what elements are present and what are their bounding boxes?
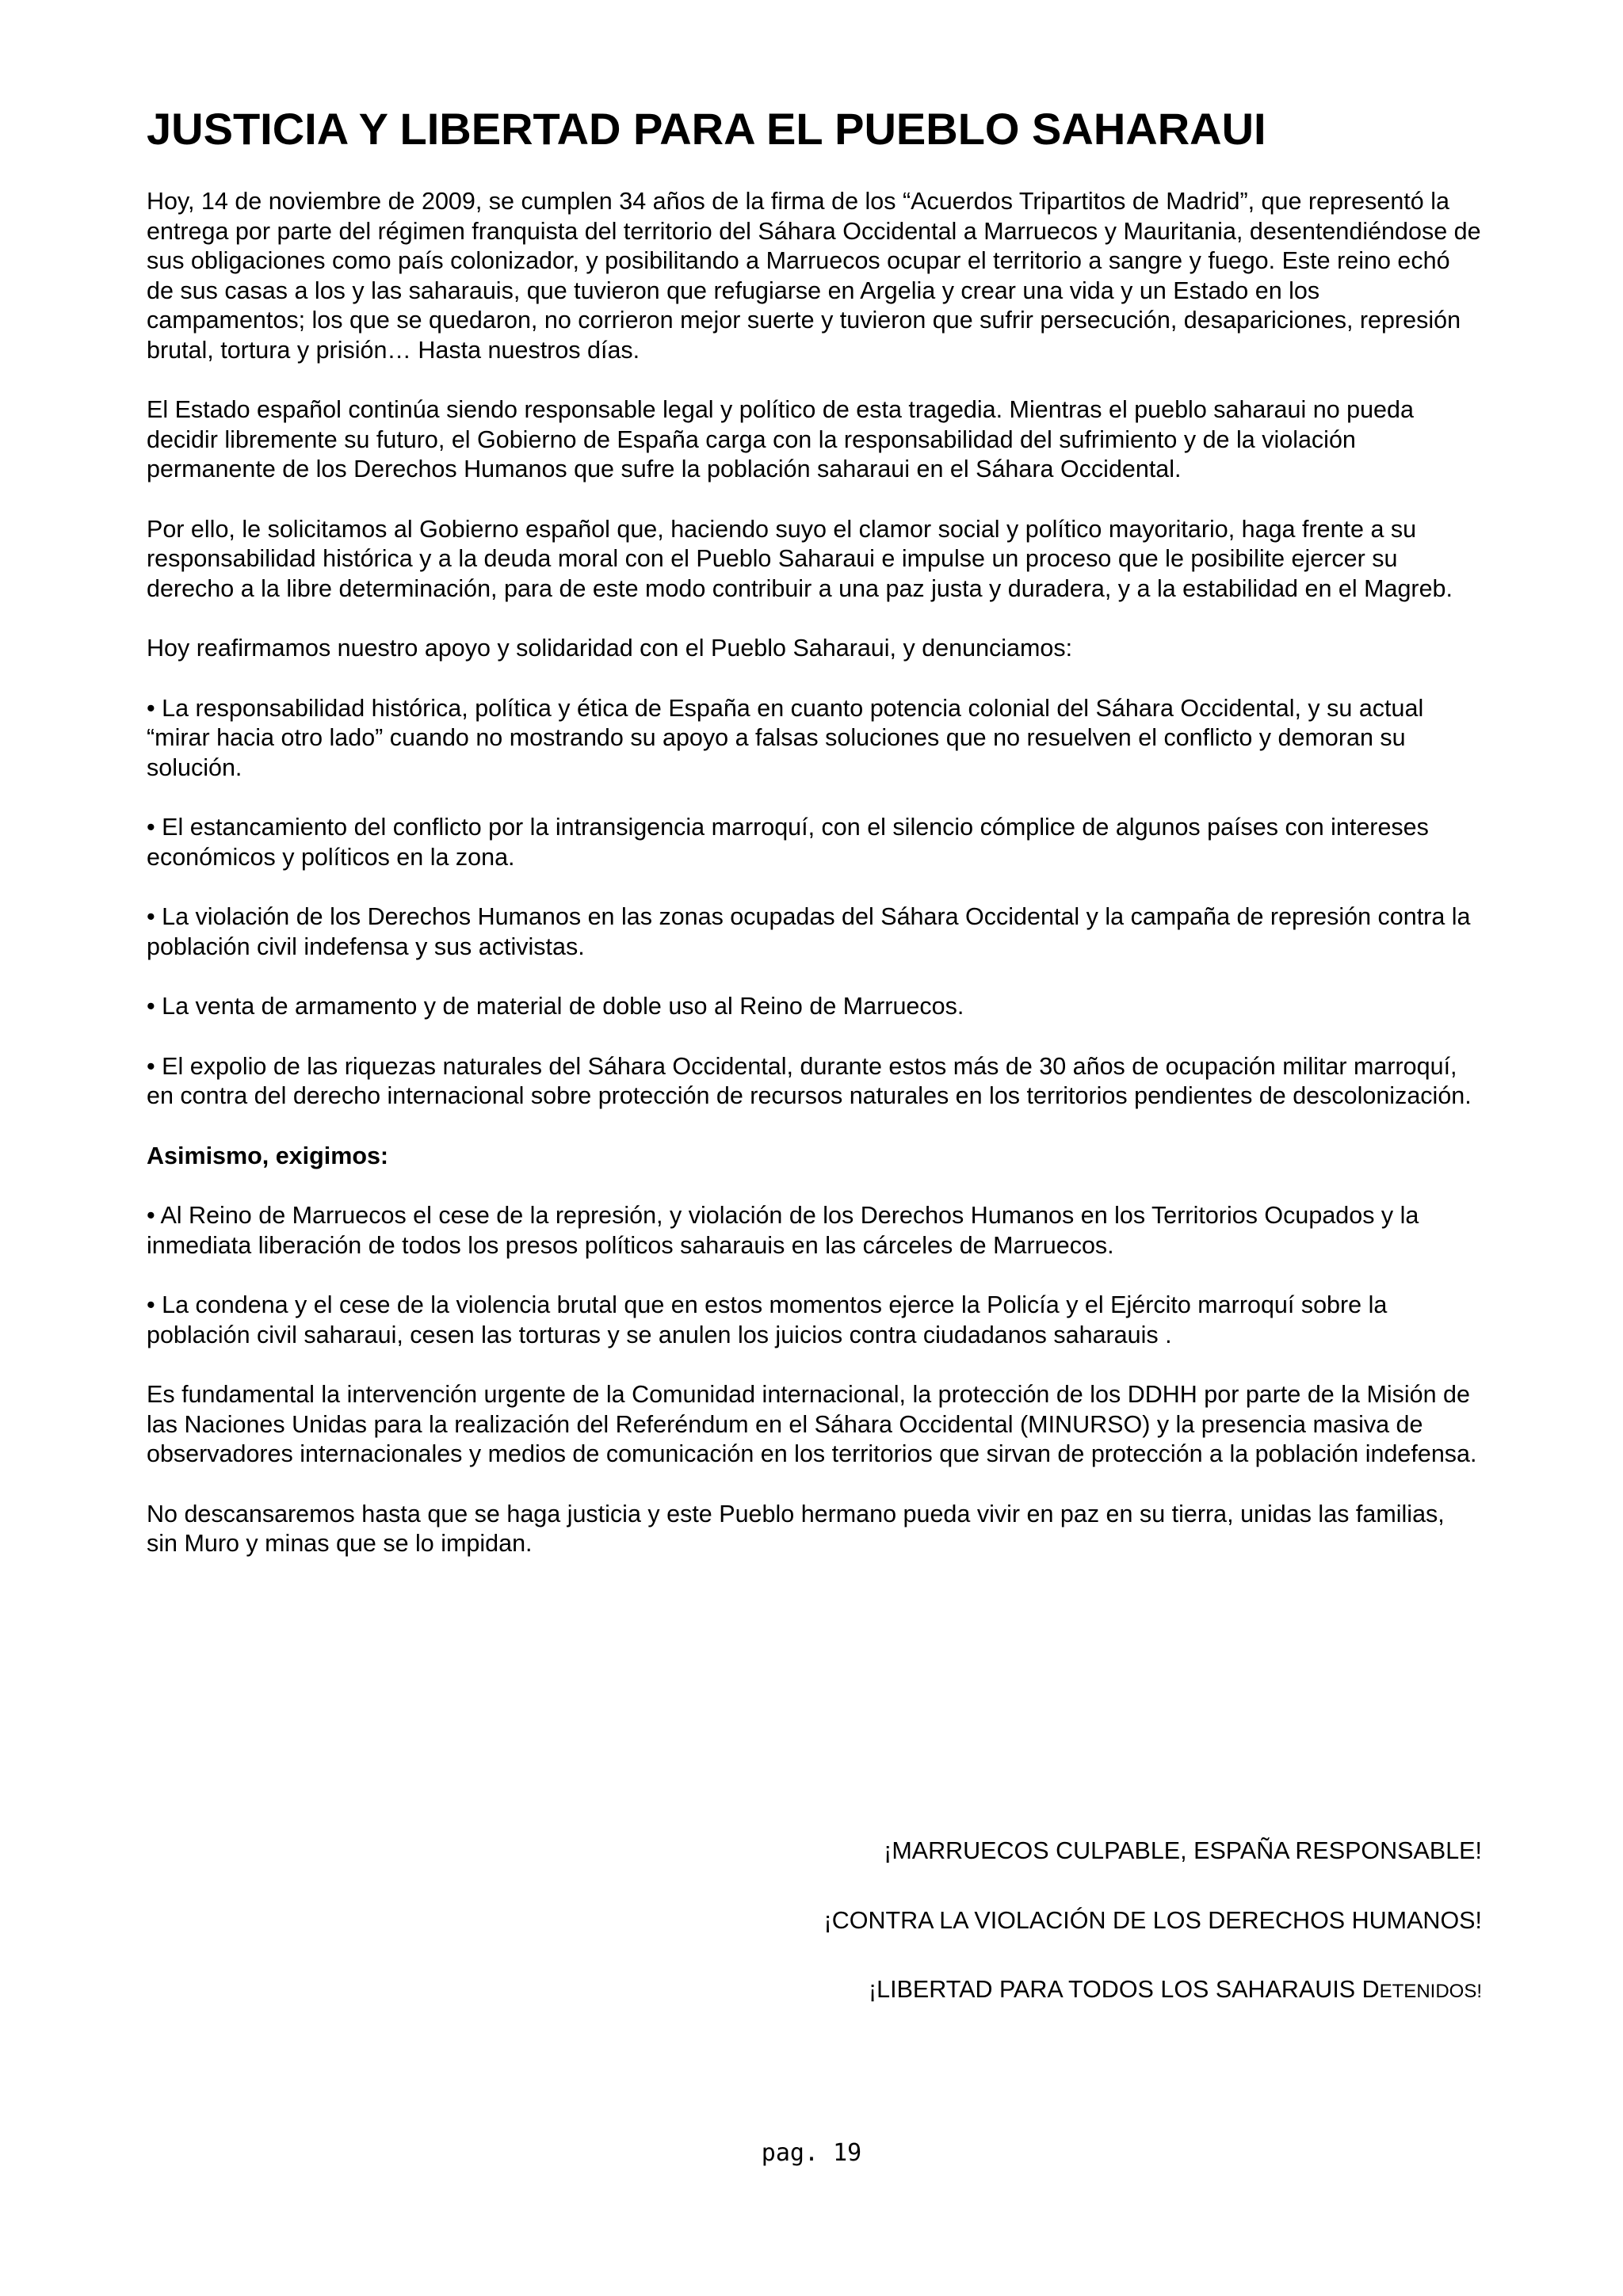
bullet-demand-morocco: • Al Reino de Marruecos el cese de la represión, y violación de los Derechos Humanos en los Territorios Ocupados y la inmediata liberación de todos los presos políticos saharauis en las cárceles de Marruecos. [147, 1202, 1419, 1259]
paragraph-responsibility: El Estado español continúa siendo responsable legal y político de esta tragedia. Mientras el pueblo saharaui no pueda decidir libremente su futuro, el Gobierno de España carga con la responsabilidad del sufrimiento y de la violación permanente de los Derechos Humanos que sufre la población saharaui en el Sáhara Occidental. [147, 396, 1414, 482]
bullet-demand-condemnation: • La condena y el cese de la violencia brutal que en estos momentos ejerce la Policía y el Ejército marroquí sobre la población civil saharaui, cesen las torturas y se anulen los juicios contra ciudadanos saharauis . [147, 1291, 1388, 1348]
bullet-historical-responsibility: • La responsabilidad histórica, política y ética de España en cuanto potencia colonial del Sáhara Occidental, y su actual “mirar hacia otro lado” cuando no mostrando su apoyo a falsas soluciones que no resuelven el conflicto y demoran su solución. [147, 694, 1424, 781]
slogan-morocco-guilty: ¡MARRUECOS CULPABLE, ESPAÑA RESPONSABLE! [884, 1837, 1482, 1864]
paragraph-request: Por ello, le solicitamos al Gobierno español que, haciendo suyo el clamor social y político mayoritario, haga frente a su responsabilidad histórica y a la deuda moral con el Pueblo Saharaui e impulse un proceso que le posibilite ejercer su derecho a la libre determinación, para de este modo contribuir a una paz justa y duradera, y a la estabilidad en el Magreb. [147, 515, 1453, 602]
paragraph-intro: Hoy, 14 de noviembre de 2009, se cumplen 34 años de la firma de los “Acuerdos Tripartitos de Madrid”, que representó la entrega por parte del régimen franquista del territorio del Sáhara Occidental a Marruecos y Mauritania, desentendiéndose de sus obligaciones como país colonizador, y posibilitando a Marruecos ocupar el territorio a sangre y fuego. Este reino echó de sus casas a los y las saharauis, que tuvieron que refugiarse en Argelia y crear una vida y un Estado en los campamentos; los que se quedaron, no corrieron mejor suerte y tuvieron que sufrir persecución, desapariciones, represión brutal, tortura y prisión… Hasta nuestros días. [147, 188, 1481, 364]
paragraph-denounce-intro: Hoy reafirmamos nuestro apoyo y solidaridad con el Pueblo Saharaui, y denunciamos: [147, 635, 1073, 662]
bullet-human-rights-violation: • La violación de los Derechos Humanos en las zonas ocupadas del Sáhara Occidental y la campaña de represión contra la población civil indefensa y sus activistas. [147, 903, 1471, 960]
page-number: pag. 19 [761, 2139, 862, 2167]
bullet-arms-sale: • La venta de armamento y de material de doble uso al Reino de Marruecos. [147, 993, 964, 1020]
paragraph-closing: No descansaremos hasta que se haga justicia y este Pueblo hermano pueda vivir en paz en su tierra, unidas las familias, sin Muro y minas que se lo impidan. [147, 1500, 1445, 1557]
slogan-human-rights: ¡CONTRA LA VIOLACIÓN DE LOS DERECHOS HUMANOS! [823, 1906, 1482, 1934]
paragraph-international-intervention: Es fundamental la intervención urgente de la Comunidad internacional, la protección de los DDHH por parte de la Misión de las Naciones Unidas para la realización del Referéndum en el Sáhara Occidental (MINURSO) y la presencia masiva de observadores internacionales y medios de comunicación en los territorios que sirvan de protección a la población indefensa. [147, 1381, 1477, 1467]
document-body [147, 103, 1482, 1589]
slogan-freedom-main: ¡LIBERTAD PARA TODOS LOS SAHARAUIS D [869, 1976, 1380, 2003]
slogans-block [824, 1836, 1482, 2046]
bullet-plunder: • El expolio de las riquezas naturales del Sáhara Occidental, durante estos más de 30 años de ocupación militar marroquí, en contra del derecho internacional sobre protección de recursos naturales en los territorios pendientes de descolonización. [147, 1052, 1472, 1109]
slogan-freedom-smallcaps: ETENIDOS! [1379, 1981, 1482, 2002]
demands-heading: Asimismo, exigimos: [147, 1142, 389, 1169]
slogan-freedom [824, 1975, 1482, 2007]
bullet-stagnation: • El estancamiento del conflicto por la intransigencia marroquí, con el silencio cómplice de algunos países con intereses económicos y políticos en la zona. [147, 814, 1429, 871]
document-title: JUSTICIA Y LIBERTAD PARA EL PUEBLO SAHARAUI [147, 104, 1266, 154]
